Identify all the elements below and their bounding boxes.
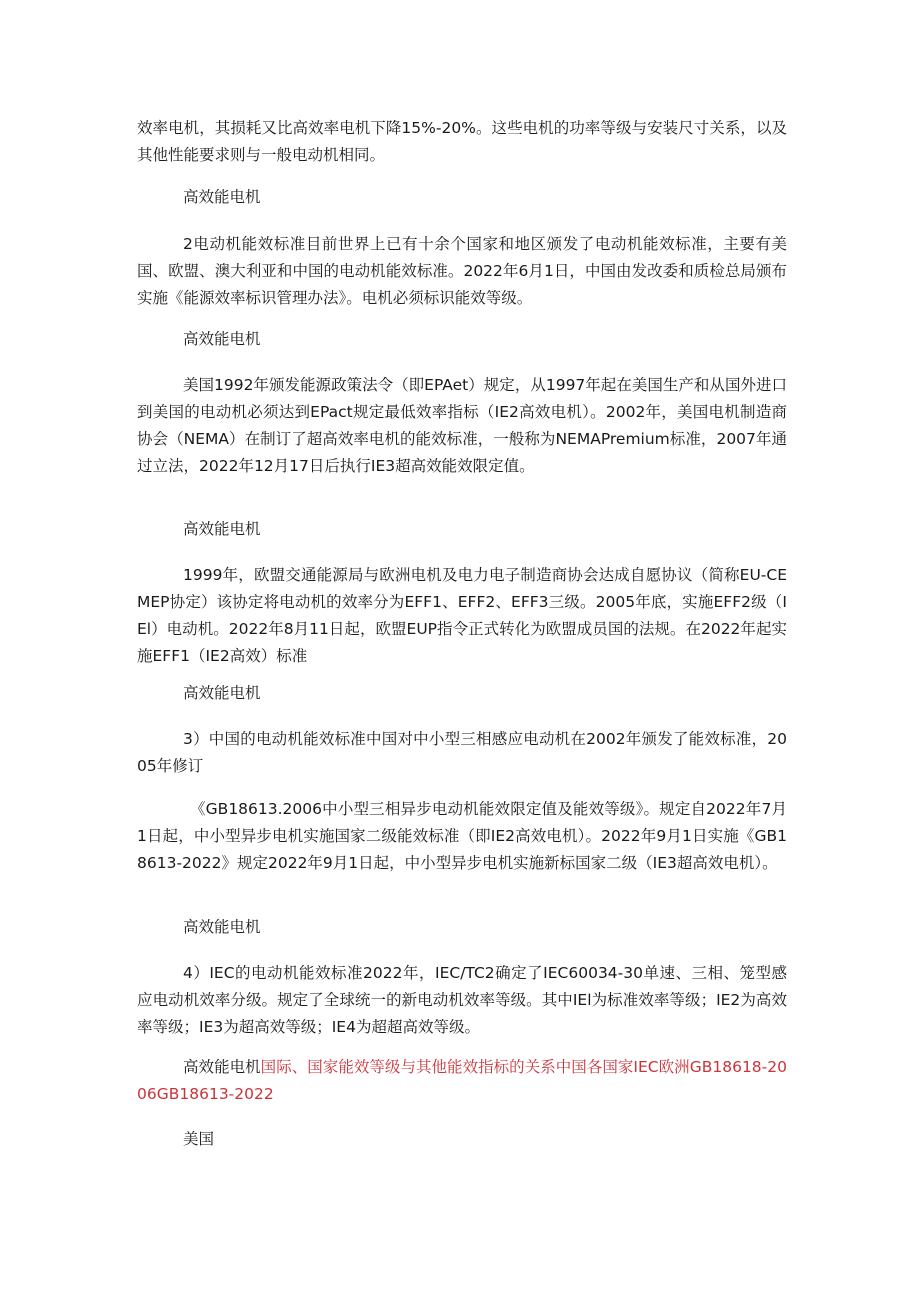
section-heading: 高效能电机 [183, 520, 261, 538]
paragraph-eu-standard: 1999年，欧盟交通能源局与欧洲电机及电力电子制造商协会达成自愿协议（简称EU-CEMEP协定）该协定将电动机的效率分为EFF1、EFF2、EFF3三级。2005年底，实施EFF2级（IEl）电动机。2022年8月11日起，欧盟EUP指令正式转化为欧盟成员国的法规。在2022年起实施EFF1（IE2高效）标准 [137, 566, 787, 665]
paragraph-efficiency-motor: 效率电机，其损耗又比高效率电机下降15%-20%。这些电机的功率等级与安装尺寸关系，以及其他性能要求则与一般电动机相同。 [137, 119, 787, 164]
section-heading-inline: 高效能电机 [183, 1058, 261, 1076]
paragraph-iec-standard: 4）IEC的电动机能效标准2022年，IEC/TC2确定了IEC60034-30单速、三相、笼型感应电动机效率分级。规定了全球统一的新电动机效率等级。其中IEl为标准效率等级；IE2为高效率等级；IE3为超高效等级；IE4为超超高效等级。 [137, 964, 787, 1036]
paragraph-standards-overview: 2电动机能效标准目前世界上已有十余个国家和地区颁发了电动机能效标准，主要有美国、欧盟、澳大利亚和中国的电动机能效标准。2022年6月1日，中国由发改委和质检总局颁布实施《能源效率标识管理办法》。电机必须标识能效等级。 [137, 235, 787, 307]
paragraph-relation [137, 1054, 787, 1108]
section-heading: 高效能电机 [183, 684, 261, 702]
paragraph-usa: 美国 [183, 1130, 215, 1148]
paragraph-gb18613: 《GB18613.2006中小型三相异步电动机能效限定值及能效等级》。规定自2022年7月1日起，中小型异步电机实施国家二级能效标准（即IE2高效电机）。2022年9月1日实施《GB18613-2022》规定2022年9月1日起，中小型异步电机实施新标国家二级（IE3超高效电机）。 [137, 800, 787, 872]
section-heading: 高效能电机 [183, 188, 261, 206]
paragraph-china-standard: 3）中国的电动机能效标准中国对中小型三相感应电动机在2002年颁发了能效标准，2005年修订 [137, 730, 787, 775]
highlighted-text: 国际、国家能效等级与其他能效指标的关系中国各国家IEC欧洲GB18618-2006GB18613-2022 [137, 1058, 787, 1103]
section-heading: 高效能电机 [183, 918, 261, 936]
paragraph-us-standard: 美国1992年颁发能源政策法令（即EPAet）规定，从1997年起在美国生产和从国外进口到美国的电动机必须达到EPact规定最低效率指标（IE2高效电机）。2002年，美国电机制造商协会（NEMA）在制订了超高效率电机的能效标准，一般称为NEMAPremium标准，2007年通过立法，2022年12月17日后执行IE3超高效能效限定值。 [137, 376, 787, 475]
section-heading: 高效能电机 [183, 330, 261, 348]
